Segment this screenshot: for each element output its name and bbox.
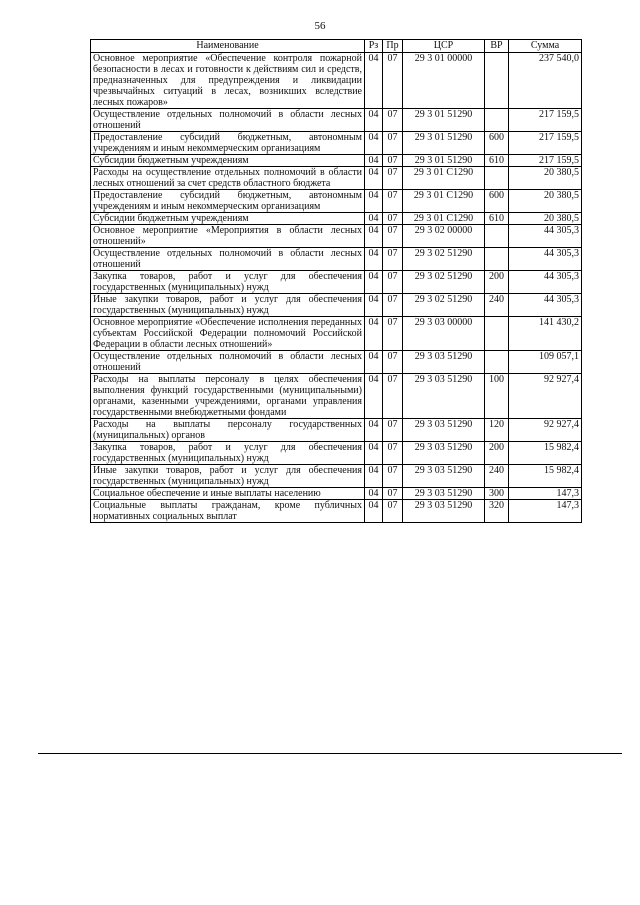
row-rz: 04 [365, 53, 383, 109]
row-pr: 07 [383, 374, 403, 419]
row-name: Осуществление отдельных полномочий в области лесных отношений [91, 109, 365, 132]
row-csr: 29 3 01 С1290 [403, 190, 485, 213]
row-vr [485, 248, 509, 271]
table-row [91, 248, 582, 271]
row-rz: 04 [365, 248, 383, 271]
row-rz: 04 [365, 442, 383, 465]
row-vr [485, 109, 509, 132]
table-header-row [91, 40, 582, 53]
row-name: Расходы на выплаты персоналу государственных (муниципальных) органов [91, 419, 365, 442]
row-csr: 29 3 01 00000 [403, 53, 485, 109]
table-row [91, 488, 582, 500]
table-body [91, 53, 582, 523]
row-name: Социальные выплаты гражданам, кроме публичных нормативных социальных выплат [91, 500, 365, 523]
row-pr: 07 [383, 248, 403, 271]
table-row [91, 374, 582, 419]
page-number: 56 [314, 20, 326, 32]
row-pr: 07 [383, 225, 403, 248]
row-rz: 04 [365, 488, 383, 500]
row-sum: 44 305,3 [509, 248, 582, 271]
table-row [91, 53, 582, 109]
row-sum: 44 305,3 [509, 294, 582, 317]
row-sum: 92 927,4 [509, 419, 582, 442]
row-name: Субсидии бюджетным учреждениям [91, 155, 365, 167]
row-vr: 600 [485, 132, 509, 155]
row-pr: 07 [383, 294, 403, 317]
row-sum: 217 159,5 [509, 132, 582, 155]
row-name: Расходы на выплаты персоналу в целях обеспечения выполнения функций государственными (муниципальными) органами, казенными учреждениями, органами управления государственными внебюджетными фондами [91, 374, 365, 419]
row-name: Основное мероприятие «Мероприятия в области лесных отношений» [91, 225, 365, 248]
row-rz: 04 [365, 132, 383, 155]
row-sum: 20 380,5 [509, 213, 582, 225]
row-rz: 04 [365, 167, 383, 190]
row-pr: 07 [383, 317, 403, 351]
row-rz: 04 [365, 155, 383, 167]
row-csr: 29 3 03 51290 [403, 374, 485, 419]
row-sum: 217 159,5 [509, 155, 582, 167]
row-pr: 07 [383, 190, 403, 213]
row-rz: 04 [365, 351, 383, 374]
row-sum: 20 380,5 [509, 190, 582, 213]
row-sum: 237 540,0 [509, 53, 582, 109]
table-row [91, 465, 582, 488]
row-pr: 07 [383, 132, 403, 155]
row-sum: 217 159,5 [509, 109, 582, 132]
row-name: Закупка товаров, работ и услуг для обеспечения государственных (муниципальных) нужд [91, 442, 365, 465]
row-vr: 300 [485, 488, 509, 500]
row-rz: 04 [365, 465, 383, 488]
row-pr: 07 [383, 213, 403, 225]
row-name: Основное мероприятие «Обеспечение контроля пожарной безопасности в лесах и готовности к действиям сил и средств, предназначенных для предупреждения и ликвидации чрезвычайных ситуаций в лесах, возникших вследствие лесных пожаров» [91, 53, 365, 109]
row-sum: 15 982,4 [509, 465, 582, 488]
table-row [91, 225, 582, 248]
row-name: Осуществление отдельных полномочий в области лесных отношений [91, 351, 365, 374]
row-rz: 04 [365, 294, 383, 317]
row-csr: 29 3 01 С1290 [403, 213, 485, 225]
row-rz: 04 [365, 419, 383, 442]
budget-table [90, 39, 582, 523]
row-csr: 29 3 03 51290 [403, 351, 485, 374]
row-sum: 20 380,5 [509, 167, 582, 190]
row-pr: 07 [383, 419, 403, 442]
row-pr: 07 [383, 500, 403, 523]
row-pr: 07 [383, 465, 403, 488]
row-name: Расходы на осуществление отдельных полномочий в области лесных отношений за счет средств областного бюджета [91, 167, 365, 190]
row-rz: 04 [365, 213, 383, 225]
row-csr: 29 3 01 С1290 [403, 167, 485, 190]
row-rz: 04 [365, 317, 383, 351]
row-name: Субсидии бюджетным учреждениям [91, 213, 365, 225]
row-name: Предоставление субсидий бюджетным, автономным учреждениям и иным некоммерческим организациям [91, 190, 365, 213]
header-sum: Сумма [509, 40, 582, 53]
row-vr [485, 317, 509, 351]
row-rz: 04 [365, 271, 383, 294]
row-name: Социальное обеспечение и иные выплаты населению [91, 488, 365, 500]
row-pr: 07 [383, 442, 403, 465]
header-csr: ЦСР [403, 40, 485, 53]
row-vr: 200 [485, 271, 509, 294]
row-rz: 04 [365, 374, 383, 419]
row-vr: 200 [485, 442, 509, 465]
header-pr: Пр [383, 40, 403, 53]
table-row [91, 500, 582, 523]
row-vr: 320 [485, 500, 509, 523]
row-vr: 610 [485, 213, 509, 225]
table-row [91, 190, 582, 213]
row-vr [485, 167, 509, 190]
row-pr: 07 [383, 351, 403, 374]
row-vr [485, 53, 509, 109]
row-csr: 29 3 01 51290 [403, 109, 485, 132]
row-pr: 07 [383, 271, 403, 294]
table-row [91, 419, 582, 442]
row-csr: 29 3 01 51290 [403, 132, 485, 155]
row-vr [485, 351, 509, 374]
row-pr: 07 [383, 488, 403, 500]
row-csr: 29 3 02 51290 [403, 271, 485, 294]
row-rz: 04 [365, 225, 383, 248]
row-csr: 29 3 03 00000 [403, 317, 485, 351]
row-csr: 29 3 03 51290 [403, 442, 485, 465]
row-sum: 147,3 [509, 488, 582, 500]
row-vr: 100 [485, 374, 509, 419]
header-rz: Рз [365, 40, 383, 53]
row-csr: 29 3 03 51290 [403, 500, 485, 523]
row-name: Предоставление субсидий бюджетным, автономным учреждениям и иным некоммерческим организациям [91, 132, 365, 155]
row-rz: 04 [365, 109, 383, 132]
row-csr: 29 3 02 51290 [403, 248, 485, 271]
row-sum: 109 057,1 [509, 351, 582, 374]
row-vr: 600 [485, 190, 509, 213]
row-csr: 29 3 03 51290 [403, 419, 485, 442]
table-row [91, 271, 582, 294]
row-rz: 04 [365, 190, 383, 213]
table-row [91, 132, 582, 155]
row-csr: 29 3 01 51290 [403, 155, 485, 167]
table-row [91, 213, 582, 225]
row-pr: 07 [383, 167, 403, 190]
row-csr: 29 3 02 51290 [403, 294, 485, 317]
row-name: Основное мероприятие «Обеспечение исполнения переданных субъектам Российской Федерации полномочий Российской Федерации в области лесных отношений» [91, 317, 365, 351]
footer-divider [38, 753, 622, 754]
row-vr: 120 [485, 419, 509, 442]
row-csr: 29 3 03 51290 [403, 465, 485, 488]
row-pr: 07 [383, 53, 403, 109]
row-sum: 141 430,2 [509, 317, 582, 351]
table-row [91, 109, 582, 132]
row-pr: 07 [383, 109, 403, 132]
table-row [91, 294, 582, 317]
table-row [91, 155, 582, 167]
table-row [91, 442, 582, 465]
row-sum: 44 305,3 [509, 271, 582, 294]
row-sum: 44 305,3 [509, 225, 582, 248]
row-name: Закупка товаров, работ и услуг для обеспечения государственных (муниципальных) нужд [91, 271, 365, 294]
table-row [91, 351, 582, 374]
row-csr: 29 3 03 51290 [403, 488, 485, 500]
row-sum: 15 982,4 [509, 442, 582, 465]
row-name: Иные закупки товаров, работ и услуг для обеспечения государственных (муниципальных) нужд [91, 465, 365, 488]
row-vr: 240 [485, 465, 509, 488]
table-row [91, 167, 582, 190]
row-sum: 92 927,4 [509, 374, 582, 419]
table-row [91, 317, 582, 351]
row-vr [485, 225, 509, 248]
header-name: Наименование [91, 40, 365, 53]
row-vr: 240 [485, 294, 509, 317]
row-sum: 147,3 [509, 500, 582, 523]
row-name: Иные закупки товаров, работ и услуг для обеспечения государственных (муниципальных) нужд [91, 294, 365, 317]
row-name: Осуществление отдельных полномочий в области лесных отношений [91, 248, 365, 271]
row-pr: 07 [383, 155, 403, 167]
row-csr: 29 3 02 00000 [403, 225, 485, 248]
header-vr: ВР [485, 40, 509, 53]
row-rz: 04 [365, 500, 383, 523]
row-vr: 610 [485, 155, 509, 167]
